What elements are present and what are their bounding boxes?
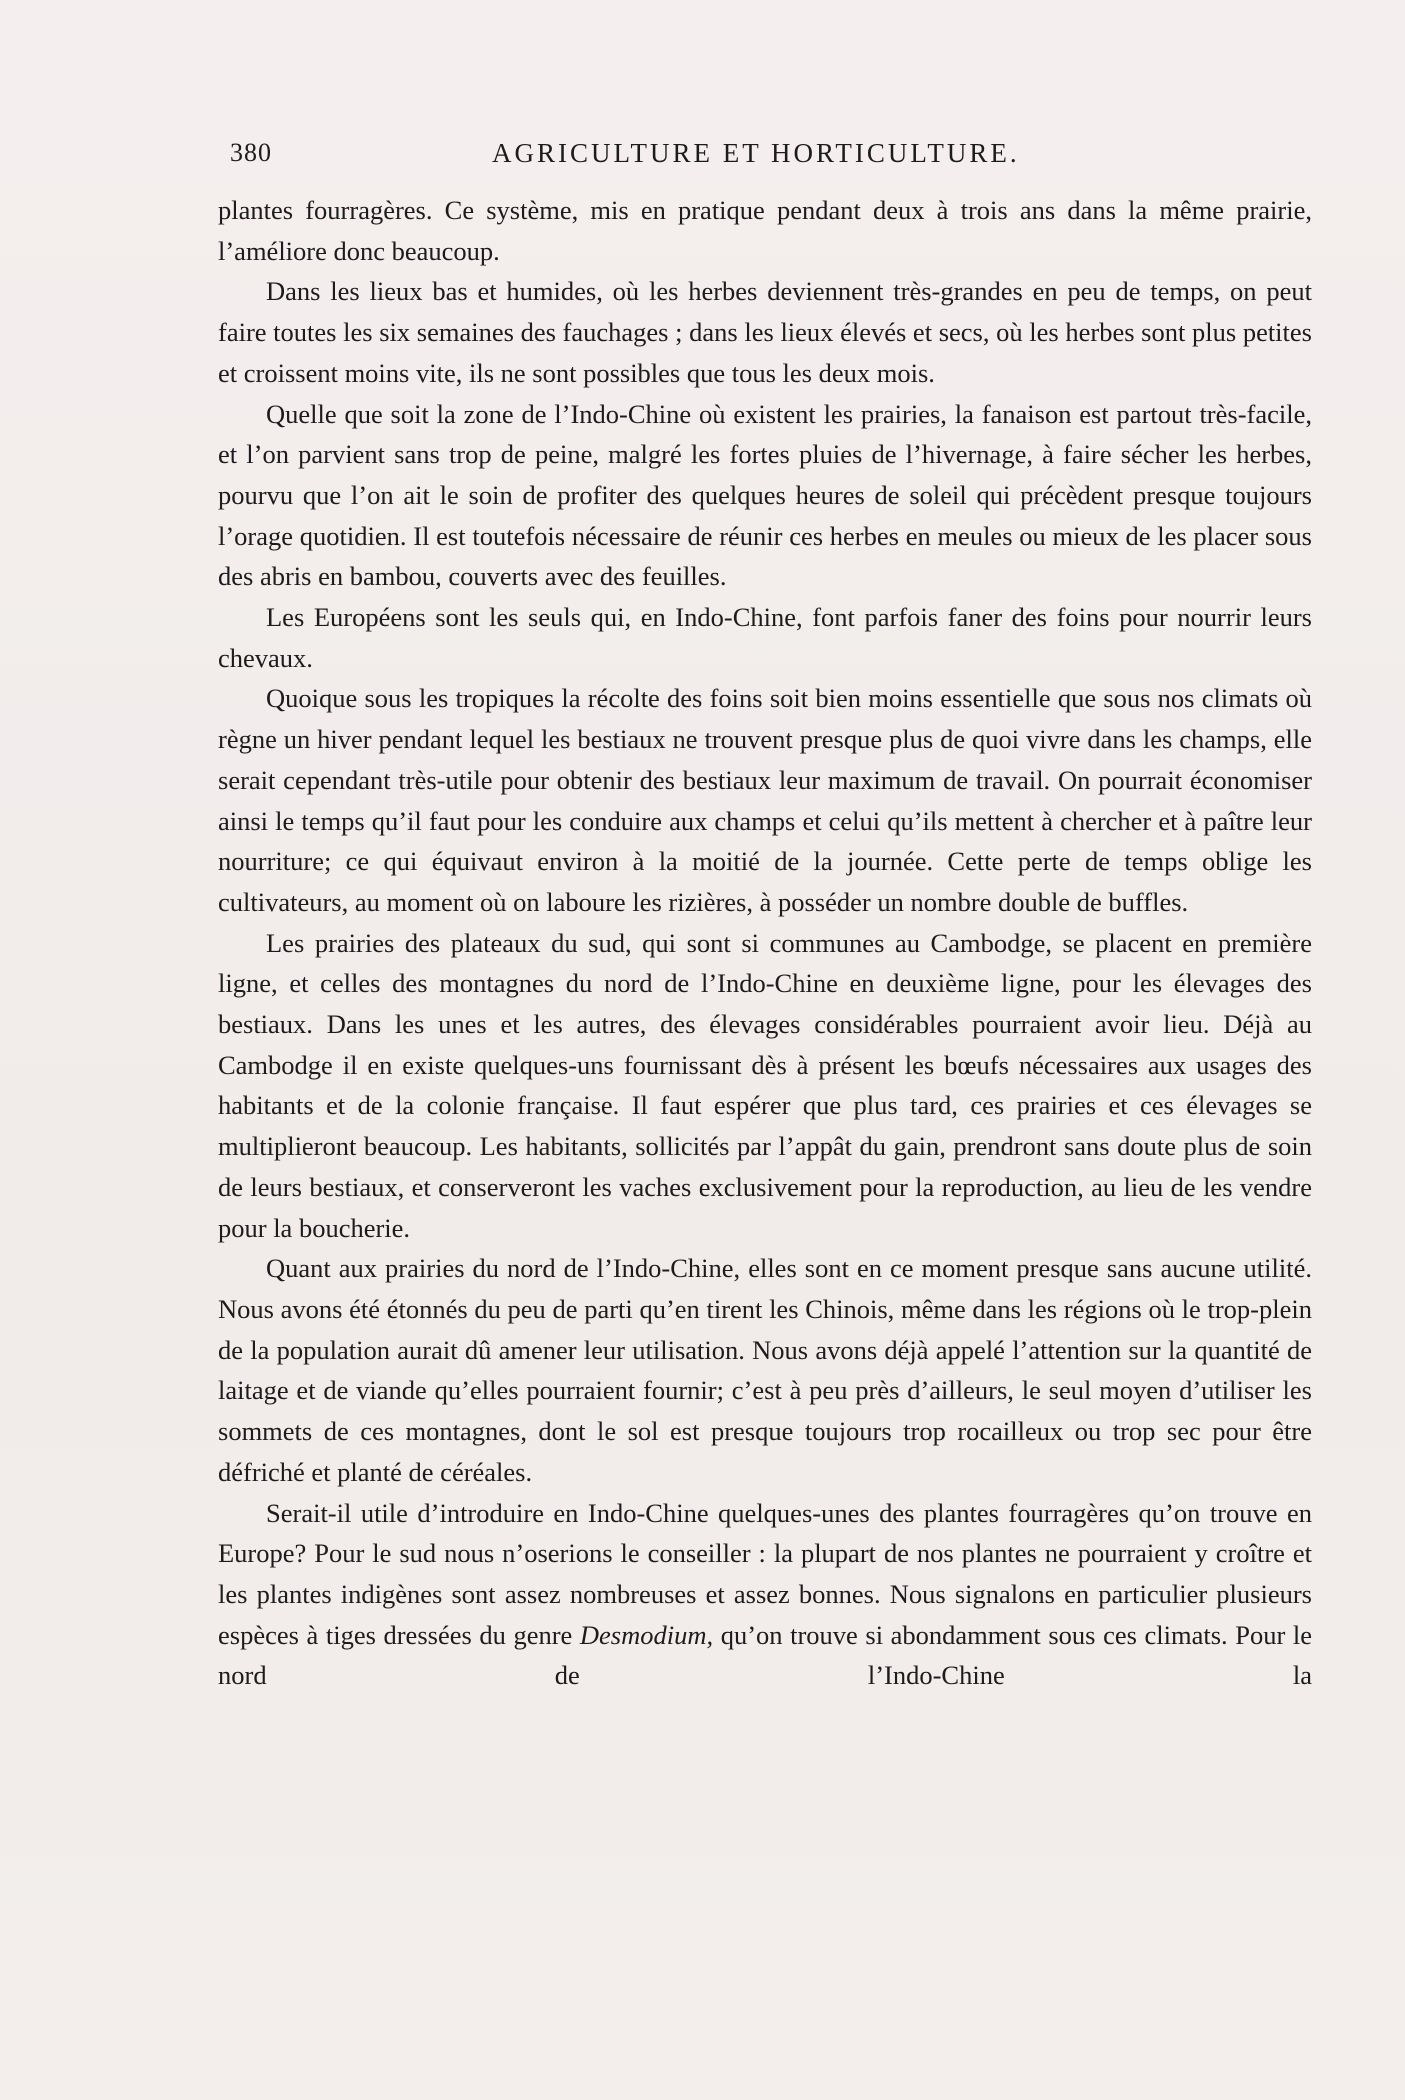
paragraph-continued: plantes fourragères. Ce système, mis en pratique pendant deux à trois ans dans la même prairie, l’améliore donc beaucoup.	[218, 195, 1312, 266]
page-number: 380	[230, 138, 272, 167]
genus-name-italic: Desmodium,	[579, 1619, 714, 1650]
paragraph: Dans les lieux bas et humides, où les herbes deviennent très-grandes en peu de temps, on peut faire toutes les six semaines des fauchages ; dans les lieux élevés et secs, où les herbes sont plus petites et croissent moins vite, ils ne sont possibles que tous les deux mois.	[218, 276, 1312, 388]
paragraph: Quant aux prairies du nord de l’Indo-Chine, elles sont en ce moment presque sans aucune utilité. Nous avons été étonnés du peu de parti qu’en tirent les Chinois, même dans les régions où le trop-plein de la population aurait dû amener leur utilisation. Nous avons déjà appelé l’attention sur la quantité de laitage et de viande qu’elles pourraient fournir; c’est à peu près d’ailleurs, le seul moyen d’utiliser les sommets de ces montagnes, dont le sol est presque toujours trop rocailleux ou trop sec pour être défriché et planté de céréales.	[218, 1253, 1312, 1487]
paragraph: Quoique sous les tropiques la récolte des foins soit bien moins essentielle que sous nos climats où règne un hiver pendant lequel les bestiaux ne trouvent presque plus de quoi vivre dans les champs, elle serait cependant très-utile pour obtenir des bestiaux leur maximum de travail. On pourrait économiser ainsi le temps qu’il faut pour les conduire aux champs et celui qu’ils mettent à chercher et à paître leur nourriture; ce qui équivaut environ à la moitié de la journée. Cette perte de temps oblige les cultivateurs, au moment où on laboure les rizières, à posséder un nombre double de buffles.	[218, 683, 1312, 917]
running-title: AGRICULTURE ET HORTICULTURE.	[492, 138, 1020, 168]
running-head	[230, 138, 1300, 178]
paragraph: Quelle que soit la zone de l’Indo-Chine où existent les prairies, la fanaison est partout très-facile, et l’on parvient sans trop de peine, malgré les fortes pluies de l’hivernage, à faire sécher les herbes, pourvu que l’on ait le soin de profiter des quelques heures de soleil qui précèdent presque toujours l’orage quotidien. Il est toutefois nécessaire de réunir ces herbes en meules ou mieux de les placer sous des abris en bambou, couverts avec des feuilles.	[218, 398, 1312, 592]
paragraph: Les prairies des plateaux du sud, qui sont si communes au Cambodge, se placent en première ligne, et celles des montagnes du nord de l’Indo-Chine en deuxième ligne, pour les élevages des bestiaux. Dans les unes et les autres, des élevages considérables pourraient avoir lieu. Déjà au Cambodge il en existe quelques-uns fournissant dès à présent les bœufs nécessaires aux usages des habitants et de la colonie française. Il faut espérer que plus tard, ces prairies et ces élevages se multiplieront beaucoup. Les habitants, sollicités par l’appât du gain, prendront sans doute plus de soin de leurs bestiaux, et conserveront les vaches exclusivement pour la reproduction, au lieu de les vendre pour la boucherie.	[218, 927, 1312, 1243]
paragraph: Les Européens sont les seuls qui, en Indo-Chine, font parfois faner des foins pour nourrir leurs chevaux.	[218, 602, 1312, 673]
paragraph-continues-next-page	[218, 1493, 1312, 1697]
paragraph-text: Serait-il utile d’introduire en Indo-Chine quelques-unes des plantes fourragères qu’on trouve en Europe? Pour le sud nous n’oserions le conseiller : la plupart de nos plantes ne pourraient y croître et les plantes indigènes sont assez nombreuses et assez bonnes. Nous signalons en particulier plusieurs espèces à tiges dressées du genre	[218, 1497, 1312, 1650]
paragraph-text: qu’on trouve si abondamment sous ces climats. Pour le nord de l’Indo-Chine la	[218, 1619, 1312, 1691]
body-text	[218, 190, 1312, 1696]
